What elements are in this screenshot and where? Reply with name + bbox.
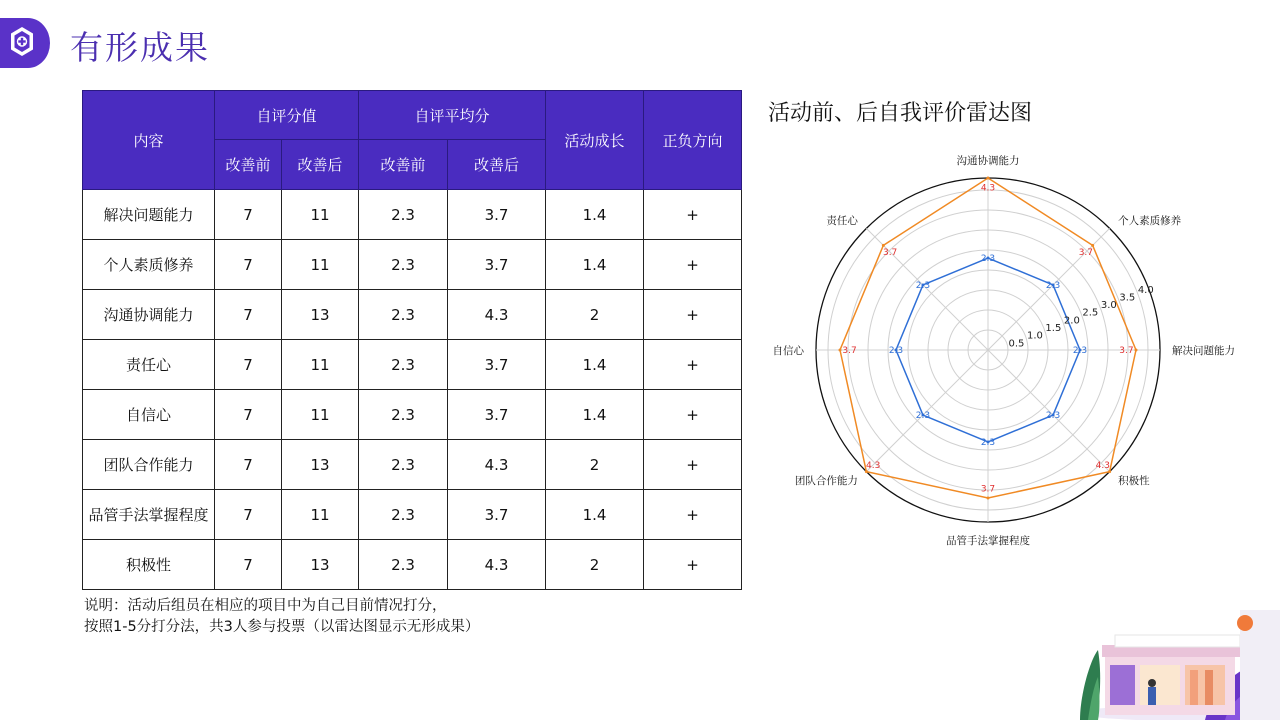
series-point	[839, 349, 842, 352]
table-row	[83, 390, 742, 440]
table-row	[83, 490, 742, 540]
cell-score-before: 7	[215, 390, 282, 440]
cell-item: 责任心	[83, 340, 215, 390]
cell-avg-before: 2.3	[359, 490, 448, 540]
cell-avg-before: 2.3	[359, 290, 448, 340]
cell-score-before: 7	[215, 440, 282, 490]
cell-direction: +	[644, 240, 742, 290]
series-point	[1091, 244, 1094, 247]
building-illustration	[1040, 585, 1280, 720]
cell-avg-after: 4.3	[448, 290, 546, 340]
cell-avg-before: 2.3	[359, 440, 448, 490]
header-avg-before: 改善前	[359, 140, 448, 190]
category-label: 品管手法掌握程度	[946, 535, 1030, 547]
cell-growth: 1.4	[546, 190, 644, 240]
series-point	[882, 244, 885, 247]
cell-direction: +	[644, 490, 742, 540]
cell-score-after: 13	[282, 440, 359, 490]
page-title: 有形成果	[70, 28, 210, 67]
hexagon-plus-icon	[0, 18, 50, 68]
cell-avg-after: 4.3	[448, 440, 546, 490]
cell-score-before: 7	[215, 540, 282, 590]
category-label: 积极性	[1118, 475, 1150, 488]
cell-growth: 2	[546, 540, 644, 590]
data-label: 2.3	[915, 280, 931, 291]
header-self-score: 自评分值	[215, 91, 359, 140]
cell-growth: 1.4	[546, 390, 644, 440]
category-label: 个人素质修养	[1118, 214, 1182, 227]
data-label: 2.3	[980, 438, 996, 448]
category-label: 沟通协调能力	[956, 155, 1020, 167]
cell-score-after: 11	[282, 240, 359, 290]
data-label: 2.3	[888, 346, 904, 356]
series-point	[1135, 349, 1138, 352]
data-label: 4.3	[1095, 460, 1110, 471]
radial-tick-label: 1.5	[1045, 323, 1062, 335]
table-row	[83, 340, 742, 390]
cell-item: 积极性	[83, 540, 215, 590]
cell-avg-after: 3.7	[448, 490, 546, 540]
series-point	[987, 177, 990, 180]
data-label: 3.7	[1119, 346, 1134, 356]
cell-item: 团队合作能力	[83, 440, 215, 490]
cell-item: 沟通协调能力	[83, 290, 215, 340]
cell-growth: 1.4	[546, 490, 644, 540]
category-label: 团队合作能力	[794, 475, 858, 488]
radar-chart	[770, 150, 1235, 570]
cell-direction: +	[644, 390, 742, 440]
header-self-avg: 自评平均分	[359, 91, 546, 140]
radial-tick-label: 2.5	[1082, 307, 1099, 319]
cell-direction: +	[644, 540, 742, 590]
data-label: 3.7	[842, 346, 857, 356]
cell-score-after: 11	[282, 340, 359, 390]
cell-score-after: 13	[282, 290, 359, 340]
cell-score-before: 7	[215, 190, 282, 240]
header-direction: 正负方向	[644, 91, 742, 190]
logo-badge	[0, 18, 50, 68]
cell-avg-before: 2.3	[359, 540, 448, 590]
cell-direction: +	[644, 440, 742, 490]
cell-avg-after: 3.7	[448, 390, 546, 440]
cell-score-before: 7	[215, 490, 282, 540]
radial-tick-label: 1.0	[1026, 330, 1043, 342]
header-growth: 活动成长	[546, 91, 644, 190]
cell-avg-before: 2.3	[359, 390, 448, 440]
table-row	[83, 440, 742, 490]
cell-item: 解决问题能力	[83, 190, 215, 240]
cell-score-before: 7	[215, 240, 282, 290]
data-label: 3.7	[1078, 248, 1094, 259]
table-row	[83, 240, 742, 290]
radial-tick-label: 2.0	[1063, 315, 1080, 327]
cell-item: 自信心	[83, 390, 215, 440]
data-label: 2.3	[1045, 411, 1061, 422]
data-label: 4.3	[980, 183, 996, 194]
header-content: 内容	[83, 91, 215, 190]
results-table	[82, 90, 742, 590]
cell-avg-after: 3.7	[448, 240, 546, 290]
radial-tick-label: 3.0	[1100, 300, 1117, 312]
cell-avg-after: 3.7	[448, 340, 546, 390]
cell-score-after: 11	[282, 190, 359, 240]
cell-growth: 2	[546, 290, 644, 340]
cell-item: 品管手法掌握程度	[83, 490, 215, 540]
cell-avg-after: 4.3	[448, 540, 546, 590]
header-score-before: 改善前	[215, 140, 282, 190]
data-label: 2.3	[915, 411, 931, 422]
data-label: 2.3	[1045, 280, 1061, 291]
radial-tick-label: 4.0	[1137, 284, 1154, 296]
cell-direction: +	[644, 290, 742, 340]
note-line: 按照1-5分打分法，共3人参与投票（以雷达图显示无形成果）	[84, 619, 480, 635]
cell-score-before: 7	[215, 290, 282, 340]
data-label: 2.3	[980, 254, 996, 264]
chart-title: 活动前、后自我评价雷达图	[768, 101, 1033, 126]
series-point	[987, 497, 990, 500]
cell-avg-before: 2.3	[359, 240, 448, 290]
cell-score-before: 7	[215, 340, 282, 390]
category-label: 解决问题能力	[1172, 345, 1235, 357]
data-label: 3.7	[980, 484, 996, 495]
table-row	[83, 290, 742, 340]
cell-item: 个人素质修养	[83, 240, 215, 290]
note-line: 说明：活动后组员在相应的项目中为自己目前情况打分，	[84, 598, 447, 614]
cell-score-after: 11	[282, 390, 359, 440]
cell-direction: +	[644, 340, 742, 390]
table-note	[84, 596, 479, 638]
cell-score-after: 13	[282, 540, 359, 590]
table-row	[83, 190, 742, 240]
cell-growth: 1.4	[546, 340, 644, 390]
header-avg-after: 改善后	[448, 140, 546, 190]
category-label: 责任心	[826, 214, 858, 227]
cell-avg-before: 2.3	[359, 340, 448, 390]
cell-avg-before: 2.3	[359, 190, 448, 240]
cell-growth: 2	[546, 440, 644, 490]
cell-avg-after: 3.7	[448, 190, 546, 240]
cell-score-after: 11	[282, 490, 359, 540]
radial-tick-label: 3.5	[1119, 292, 1136, 304]
radial-tick-label: 0.5	[1008, 338, 1025, 350]
data-label: 4.3	[866, 460, 881, 471]
cell-direction: +	[644, 190, 742, 240]
data-label: 2.3	[1072, 346, 1088, 356]
header-score-after: 改善后	[282, 140, 359, 190]
data-label: 3.7	[882, 248, 898, 259]
category-label: 自信心	[772, 345, 804, 357]
table-row	[83, 540, 742, 590]
cell-growth: 1.4	[546, 240, 644, 290]
